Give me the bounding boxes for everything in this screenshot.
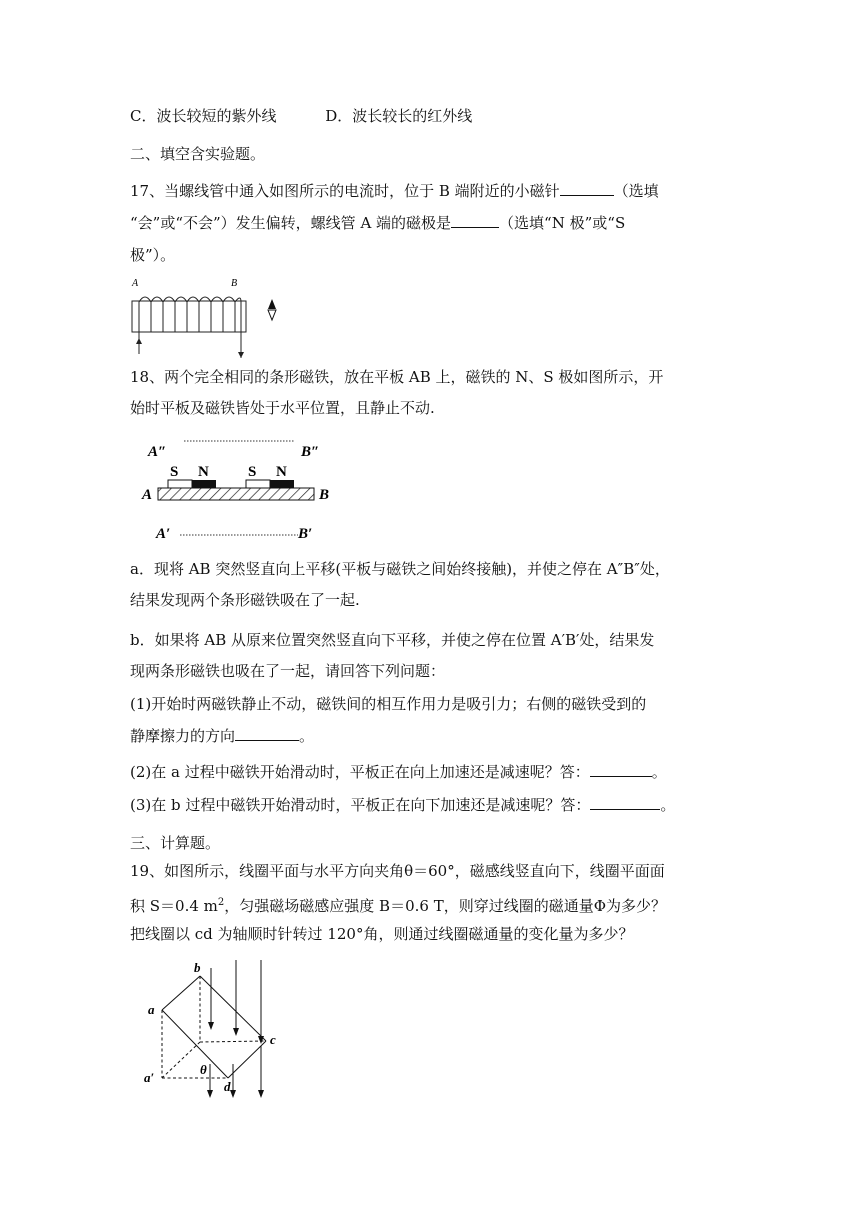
coil-label-a: a — [148, 1002, 155, 1017]
magnet-1-n-pole — [192, 480, 216, 488]
magnet-1-s-pole — [168, 480, 192, 488]
label-a: A — [142, 487, 153, 503]
q18-a-line-2: 结果发现两个条形磁铁吸在了一起. — [130, 591, 360, 609]
q18-part-1-line-2: 静摩擦力的方向 。 — [130, 727, 315, 745]
magnet-2-s-pole — [246, 480, 270, 488]
q18-line-1: 18、两个完全相同的条形磁铁，放在平板 AB 上，磁铁的 N、S 极如图所示，开 — [130, 368, 664, 386]
board-ab — [158, 488, 314, 500]
label-a-prime: A′ — [156, 526, 171, 542]
coil-label-a-prime: a′ — [144, 1070, 155, 1085]
q18-blank-3[interactable] — [590, 795, 660, 810]
q18-b-line-2: 现两条形磁铁也吸在了一起，请回答下列问题： — [130, 662, 446, 680]
compass-needle-icon — [268, 299, 276, 320]
q18-a-line-1: a．现将 AB 突然竖直向上平移(平板与磁铁之间始终接触)，并使之停在 A″B″处， — [130, 560, 670, 578]
solenoid-figure — [128, 272, 288, 364]
label-b-double-prime: B″ — [301, 444, 320, 460]
q18-part-3: (3)在 b 过程中磁铁开始滑动时，平板正在向下加速还是减速呢？答： 。 — [130, 796, 676, 814]
q18-part-1-line-1: (1)开始时两磁铁静止不动，磁铁间的相互作用力是吸引力；右侧的磁铁受到的 — [130, 695, 647, 713]
q17-line-2: “会”或“不会”）发生偏转，螺线管 A 端的磁极是 （选填“N 极”或“S — [130, 214, 626, 232]
magnets-figure — [138, 432, 338, 544]
section-heading-3: 三、计算题。 — [130, 834, 221, 852]
section-heading-2: 二、填空含实验题。 — [130, 145, 266, 163]
magnet-2-s-label: S — [248, 464, 257, 480]
q18-blank-1[interactable] — [235, 726, 299, 741]
q18-blank-2[interactable] — [590, 762, 652, 777]
q19-line-2: 积 S＝0.4 $m^2$，匀强磁场磁感应强度 B＝0.6 T，则穿过线圈的磁通量Φ为多少？ — [130, 897, 667, 915]
magnet-1-s-label: S — [170, 464, 179, 480]
theta-label: θ — [200, 1062, 207, 1077]
q17-line-3: 极”）。 — [130, 246, 176, 264]
magnet-2-n-label: N — [276, 464, 287, 480]
label-b: B — [319, 487, 330, 503]
q18-line-2: 始时平板及磁铁皆处于水平位置，且静止不动. — [130, 399, 435, 417]
magnet-1-n-label: N — [198, 464, 209, 480]
option-c: C．波长较短的紫外线 — [130, 107, 277, 125]
q19-line-3: 把线圈以 cd 为轴顺时针转过 120°角，则通过线圈磁通量的变化量为多少？ — [130, 925, 634, 943]
coil-figure — [140, 960, 290, 1100]
q17-blank-2[interactable] — [451, 213, 499, 228]
coil-label-c: c — [270, 1032, 276, 1047]
q17-blank-1[interactable] — [560, 181, 614, 196]
solenoid-label-a: A — [132, 278, 139, 289]
coil-label-d: d — [224, 1079, 231, 1094]
option-line — [130, 106, 472, 126]
label-a-double-prime: A″ — [148, 444, 167, 460]
q17-line-1: 17、当螺线管中通入如图所示的电流时，位于 B 端附近的小磁针 （选填 — [130, 182, 659, 200]
label-b-prime: B′ — [298, 526, 313, 542]
q18-part-2: (2)在 a 过程中磁铁开始滑动时，平板正在向上加速还是减速呢？答： 。 — [130, 763, 667, 781]
option-d: D．波长较长的红外线 — [325, 107, 473, 125]
coil-label-b: b — [194, 960, 201, 975]
q19-line-1: 19、如图所示，线圈平面与水平方向夹角θ＝60°，磁感线竖直向下，线圈平面面 — [130, 862, 665, 880]
q18-b-line-1: b．如果将 AB 从原来位置突然竖直向下平移，并使之停在位置 A′B′处，结果发 — [130, 631, 655, 649]
solenoid-label-b: B — [231, 278, 238, 289]
magnet-2-n-pole — [270, 480, 294, 488]
